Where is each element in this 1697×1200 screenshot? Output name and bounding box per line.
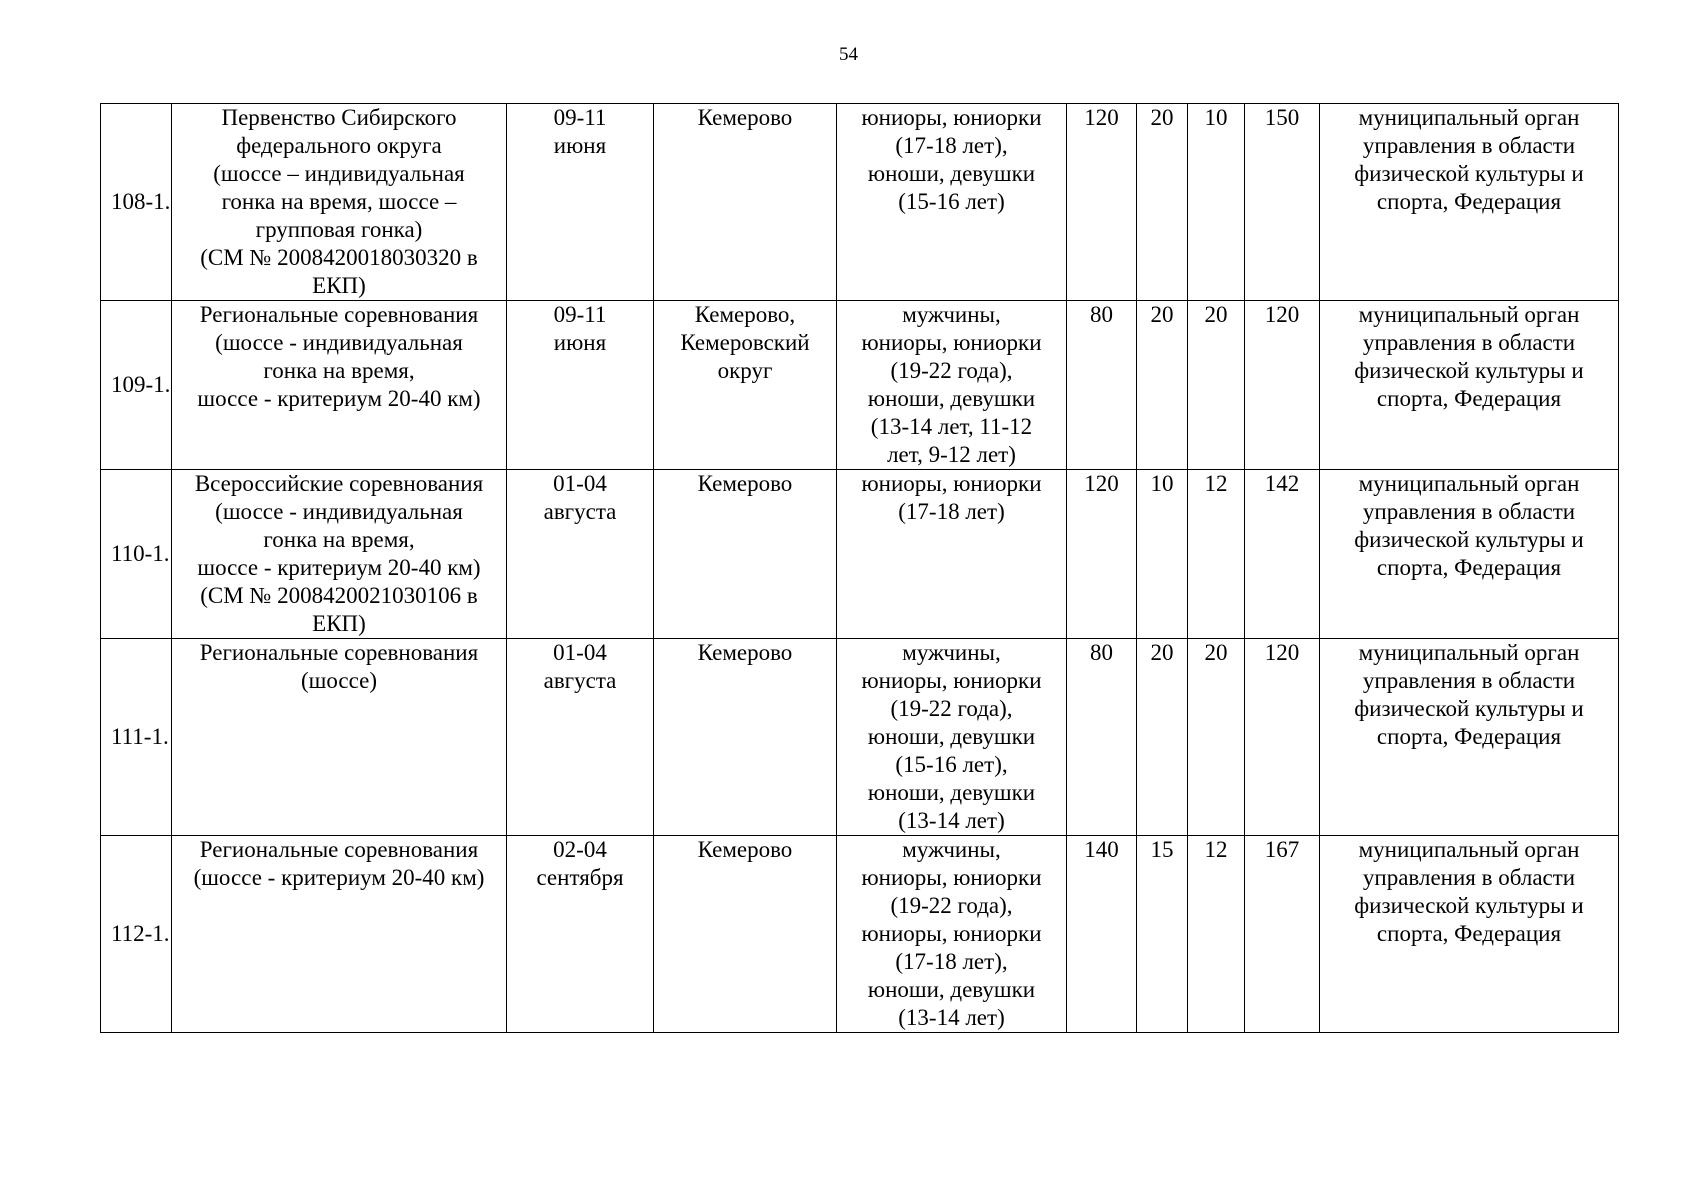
count-2: 20 xyxy=(1137,301,1188,470)
event-dates: 09-11 июня xyxy=(507,301,654,470)
count-3: 20 xyxy=(1188,301,1245,470)
count-2: 20 xyxy=(1137,639,1188,836)
count-2: 10 xyxy=(1137,470,1188,639)
event-dates: 02-04 сентября xyxy=(507,836,654,1033)
count-total: 167 xyxy=(1245,836,1320,1033)
row-number: 111-1. xyxy=(101,639,172,836)
event-participants: юниоры, юниорки (17-18 лет) xyxy=(837,470,1067,639)
count-2: 15 xyxy=(1137,836,1188,1033)
table-row xyxy=(101,470,1619,639)
event-participants: мужчины, юниоры, юниорки (19-22 года), юниоры, юниорки (17-18 лет), юноши, девушки (13-14 лет) xyxy=(837,836,1067,1033)
count-1: 120 xyxy=(1067,470,1137,639)
event-participants: юниоры, юниорки (17-18 лет), юноши, девушки (15-16 лет) xyxy=(837,104,1067,301)
event-place: Кемерово xyxy=(654,470,837,639)
count-3: 12 xyxy=(1188,470,1245,639)
count-2: 20 xyxy=(1137,104,1188,301)
table-row xyxy=(101,836,1619,1033)
event-place: Кемерово xyxy=(654,639,837,836)
event-participants: мужчины, юниоры, юниорки (19-22 года), юноши, девушки (13-14 лет, 11-12 лет, 9-12 лет) xyxy=(837,301,1067,470)
event-dates: 01-04 августа xyxy=(507,470,654,639)
count-total: 120 xyxy=(1245,301,1320,470)
events-table xyxy=(100,103,1619,1033)
page-number: 54 xyxy=(839,44,858,65)
row-number: 109-1. xyxy=(101,301,172,470)
event-organizer: муниципальный орган управления в области физической культуры и спорта, Федерация xyxy=(1320,104,1619,301)
count-1: 140 xyxy=(1067,836,1137,1033)
row-number: 112-1. xyxy=(101,836,172,1033)
count-1: 120 xyxy=(1067,104,1137,301)
event-dates: 09-11 июня xyxy=(507,104,654,301)
table-row xyxy=(101,104,1619,301)
table-row xyxy=(101,301,1619,470)
count-total: 120 xyxy=(1245,639,1320,836)
event-name: Региональные соревнования (шоссе - критериум 20-40 км) xyxy=(172,836,507,1033)
event-name: Первенство Сибирского федерального округа (шоссе – индивидуальная гонка на время, шоссе – групповая гонка) (СМ № 2008420018030320 в ЕКП) xyxy=(172,104,507,301)
event-name: Региональные соревнования (шоссе) xyxy=(172,639,507,836)
row-number: 108-1. xyxy=(101,104,172,301)
event-organizer: муниципальный орган управления в области физической культуры и спорта, Федерация xyxy=(1320,470,1619,639)
event-place: Кемерово, Кемеровский округ xyxy=(654,301,837,470)
event-organizer: муниципальный орган управления в области физической культуры и спорта, Федерация xyxy=(1320,639,1619,836)
event-organizer: муниципальный орган управления в области физической культуры и спорта, Федерация xyxy=(1320,301,1619,470)
event-participants: мужчины, юниоры, юниорки (19-22 года), юноши, девушки (15-16 лет), юноши, девушки (13-14 лет) xyxy=(837,639,1067,836)
count-3: 12 xyxy=(1188,836,1245,1033)
count-total: 150 xyxy=(1245,104,1320,301)
event-name: Региональные соревнования (шоссе - индивидуальная гонка на время, шоссе - критериум 20-40 км) xyxy=(172,301,507,470)
count-1: 80 xyxy=(1067,301,1137,470)
table-row xyxy=(101,639,1619,836)
event-name: Всероссийские соревнования (шоссе - индивидуальная гонка на время, шоссе - критериум 20-40 км) (СМ № 2008420021030106 в ЕКП) xyxy=(172,470,507,639)
event-organizer: муниципальный орган управления в области физической культуры и спорта, Федерация xyxy=(1320,836,1619,1033)
row-number: 110-1. xyxy=(101,470,172,639)
count-total: 142 xyxy=(1245,470,1320,639)
count-3: 20 xyxy=(1188,639,1245,836)
event-dates: 01-04 августа xyxy=(507,639,654,836)
event-place: Кемерово xyxy=(654,104,837,301)
count-3: 10 xyxy=(1188,104,1245,301)
count-1: 80 xyxy=(1067,639,1137,836)
event-place: Кемерово xyxy=(654,836,837,1033)
